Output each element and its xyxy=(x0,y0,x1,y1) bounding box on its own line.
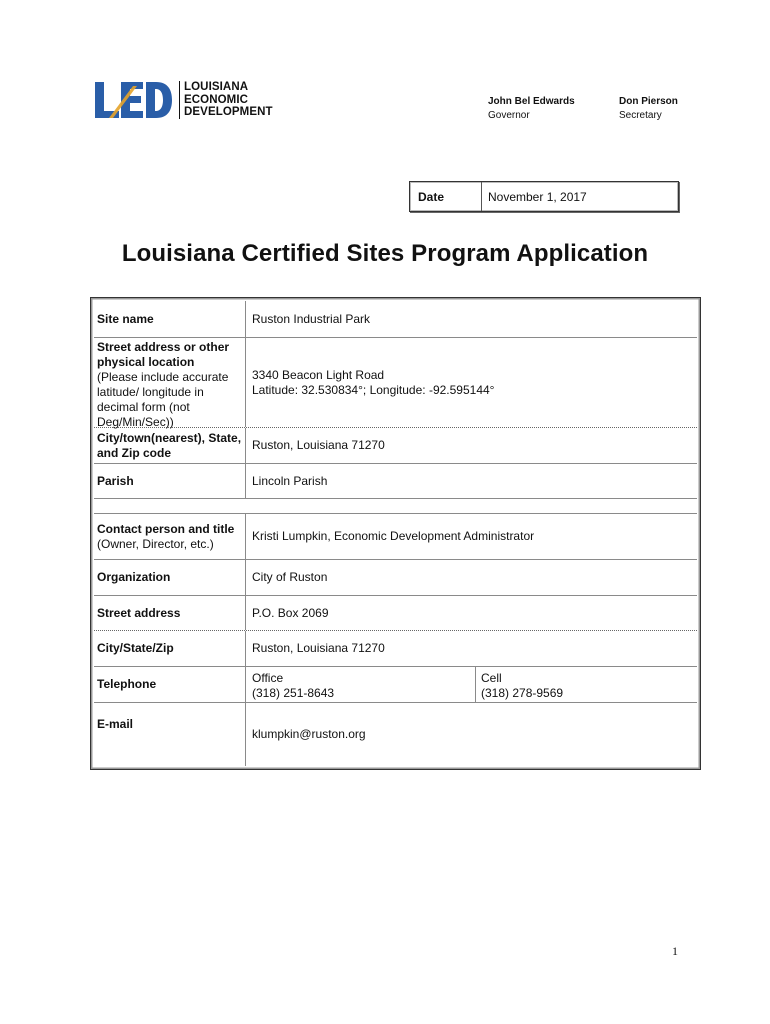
official-title: Governor xyxy=(488,110,530,121)
cell-value: (318) 278-9569 xyxy=(481,686,564,700)
street-location-line-1: 3340 Beacon Light Road xyxy=(252,367,385,382)
site-city-value[interactable]: Ruston, Louisiana 71270 xyxy=(252,438,385,452)
led-logo-mark xyxy=(93,80,173,120)
logo-line-3: DEVELOPMENT xyxy=(184,106,273,119)
contact-label-note: (Owner, Director, etc.) xyxy=(97,536,214,551)
row-street-address xyxy=(94,596,697,631)
date-label: Date xyxy=(410,182,482,211)
logo-wordmark xyxy=(179,81,273,119)
row-telephone xyxy=(94,667,697,703)
street-location-line-2: Latitude: 32.530834°; Longitude: -92.595144° xyxy=(252,382,495,397)
application-form-table xyxy=(90,297,701,770)
parish-value[interactable]: Lincoln Parish xyxy=(252,473,328,488)
official-title: Secretary xyxy=(619,110,662,121)
city-state-zip-label: City/State/Zip xyxy=(94,631,246,666)
office-label: Office xyxy=(252,671,284,685)
page-number: 1 xyxy=(672,944,678,958)
date-box xyxy=(409,181,679,212)
street-location-label-note: (Please include accurate latitude/ longitude in decimal form (not Deg/Min/Sec)) xyxy=(97,370,229,429)
email-label: E-mail xyxy=(94,703,246,766)
contact-label xyxy=(94,514,246,559)
street-address-value[interactable]: P.O. Box 2069 xyxy=(252,605,329,620)
row-email xyxy=(94,703,697,766)
city-state-zip-value[interactable]: Ruston, Louisiana 71270 xyxy=(252,641,385,655)
telephone-cell[interactable] xyxy=(476,667,563,702)
office-value: (318) 251-8643 xyxy=(252,686,335,700)
row-spacer xyxy=(94,499,697,514)
cell-label: Cell xyxy=(481,671,502,685)
organization-label: Organization xyxy=(94,560,246,595)
date-value[interactable]: November 1, 2017 xyxy=(488,190,587,204)
email-value[interactable]: klumpkin@ruston.org xyxy=(252,727,366,741)
street-address-label: Street address xyxy=(94,596,246,630)
site-city-label: City/town(nearest), State, and Zip code xyxy=(94,428,246,463)
official-name: Don Pierson xyxy=(619,96,678,107)
street-location-label xyxy=(94,338,246,427)
row-contact xyxy=(94,514,697,560)
telephone-label: Telephone xyxy=(94,667,246,702)
street-location-value[interactable] xyxy=(247,338,697,427)
contact-value[interactable]: Kristi Lumpkin, Economic Development Administrator xyxy=(252,529,535,543)
led-logo xyxy=(93,80,273,120)
row-site-name xyxy=(94,301,697,338)
row-street-location xyxy=(94,338,697,428)
row-parish xyxy=(94,464,697,499)
telephone-values xyxy=(247,667,697,702)
logo-line-2: ECONOMIC xyxy=(184,93,249,106)
official-name: John Bel Edwards xyxy=(488,96,575,107)
site-name-value[interactable]: Ruston Industrial Park xyxy=(252,311,371,326)
row-organization xyxy=(94,560,697,596)
site-name-label: Site name xyxy=(94,301,246,337)
logo-line-1: LOUISIANA xyxy=(184,81,249,94)
street-location-label-bold: Street address or other physical location xyxy=(97,340,230,369)
parish-label: Parish xyxy=(94,464,246,498)
telephone-office[interactable] xyxy=(247,667,476,702)
row-city-state-zip xyxy=(94,631,697,667)
official-secretary xyxy=(619,95,678,123)
official-governor xyxy=(488,95,575,123)
organization-value[interactable]: City of Ruston xyxy=(252,570,328,584)
row-site-city xyxy=(94,428,697,464)
page-title: Louisiana Certified Sites Program Application xyxy=(121,240,649,267)
contact-label-bold: Contact person and title xyxy=(97,521,235,536)
